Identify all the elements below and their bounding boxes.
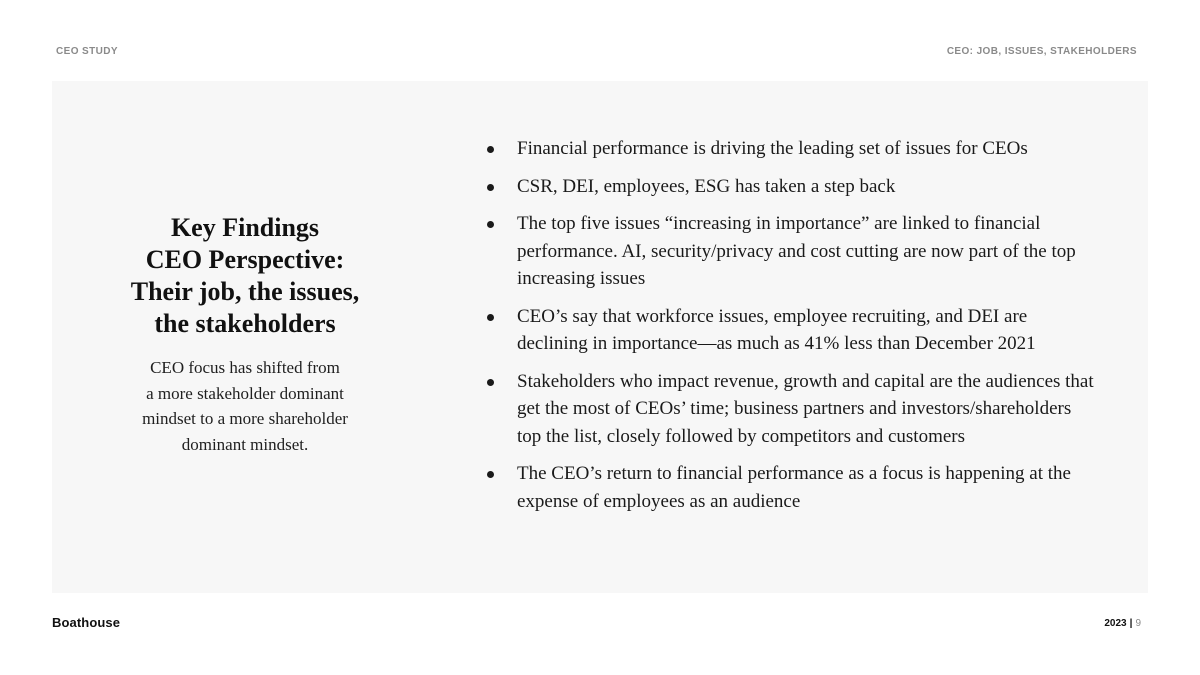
title-line: Key Findings: [170, 213, 320, 242]
page-number: 9: [1135, 618, 1141, 629]
bullet-icon: [487, 314, 494, 321]
summary-column: [130, 212, 360, 457]
finding-text: CSR, DEI, employees, ESG has taken a step back: [517, 175, 896, 197]
page-separator: |: [1129, 618, 1133, 629]
finding-item: [487, 135, 1097, 163]
bullet-icon: [487, 379, 494, 386]
content-panel: [52, 81, 1148, 593]
title-line: Their job, the issues,: [130, 277, 360, 306]
finding-item: [487, 460, 1097, 515]
section-label: CEO STUDY: [56, 46, 118, 57]
subtitle-line: a more stakeholder dominant: [146, 383, 344, 403]
finding-text: The top five issues “increasing in importance” are linked to financial performance. AI, security/privacy and cost cutting are now part of the top increasing issues: [517, 213, 1076, 289]
year-label: 2023: [1104, 618, 1127, 629]
bullet-icon: [487, 221, 494, 228]
subtitle-line: dominant mindset.: [181, 434, 309, 454]
title-line: the stakeholders: [154, 309, 336, 338]
finding-item: [487, 368, 1097, 451]
finding-text: The CEO’s return to financial performance as a focus is happening at the expense of employees as an audience: [517, 463, 1071, 512]
title-line: CEO Perspective:: [145, 245, 345, 274]
brand-logo: Boathouse: [52, 615, 121, 630]
subtitle-line: mindset to a more shareholder: [142, 409, 348, 428]
bullet-icon: [487, 184, 494, 191]
finding-text: Financial performance is driving the leading set of issues for CEOs: [517, 138, 1028, 159]
subtitle-line: CEO focus has shifted from: [150, 358, 340, 377]
finding-text: Stakeholders who impact revenue, growth and capital are the audiences that get the most of CEOs’ time; business partners and investors/shareholders top the list, closely followed by competitors and customers: [517, 370, 1094, 447]
slide-title: [130, 212, 360, 340]
bullet-icon: [487, 146, 494, 153]
page-indicator: [1104, 618, 1141, 629]
topic-label: CEO: JOB, ISSUES, STAKEHOLDERS: [946, 46, 1137, 57]
findings-list: [487, 135, 1097, 525]
finding-item: [487, 303, 1097, 358]
finding-text: CEO’s say that workforce issues, employee recruiting, and DEI are declining in importance—as much as 41% less than December 2021: [517, 305, 1036, 354]
finding-item: [487, 210, 1097, 293]
slide-subtitle: [130, 355, 360, 457]
bullet-icon: [487, 471, 494, 478]
finding-item: [487, 173, 1097, 201]
